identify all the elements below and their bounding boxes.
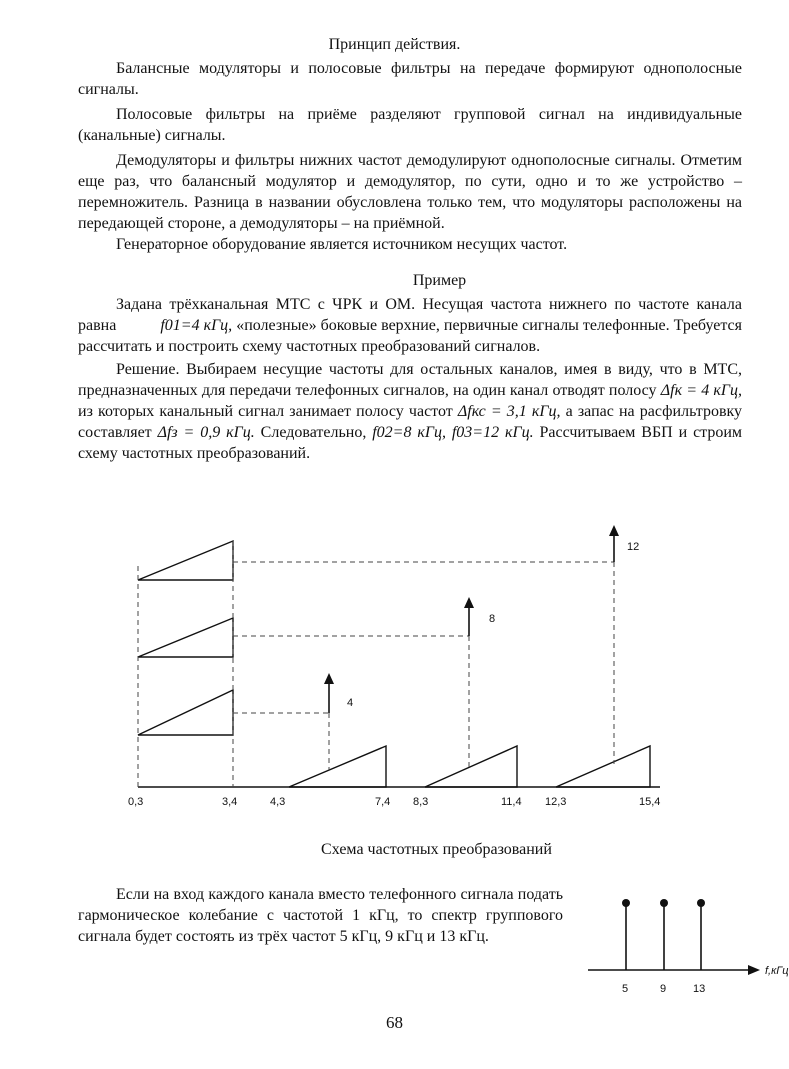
axis-label-4-3: 4,3 bbox=[270, 796, 286, 808]
paragraph-modulators: Балансные модуляторы и полосовые фильтры на передаче формируют однополосные сигналы. bbox=[78, 60, 742, 98]
spectrum-dot-5 bbox=[622, 899, 630, 907]
delta-fkc-value: Δfкс = 3,1 кГц, bbox=[457, 403, 561, 420]
page-number: 68 bbox=[386, 1013, 403, 1032]
diagram-caption: Схема частотных преобразований bbox=[321, 841, 552, 858]
output-spectrum-channel-3 bbox=[556, 746, 650, 787]
arrow-head-icon bbox=[609, 525, 619, 536]
input-spectrum-1 bbox=[138, 541, 233, 580]
axis-arrow-icon bbox=[748, 965, 760, 975]
f01-value: f01=4 кГц, bbox=[160, 317, 233, 334]
axis-label-15-4: 15,4 bbox=[639, 796, 661, 808]
axis-label-12-3: 12,3 bbox=[545, 796, 567, 808]
paragraph-generator: Генераторное оборудование является источником несущих частот. bbox=[116, 236, 568, 253]
bottom-paragraph: Если на вход каждого канала вместо телефонного сигнала подать гармоническое колебание с частотой 1 кГц, то спектр группового сигнала будет состоять из трёх частот 5 кГц, 9 кГц и 13 кГц. bbox=[78, 886, 563, 945]
example-paragraph-solution: Решение. Выбираем несущие частоты для остальных каналов, имея в виду, что в МТС, предназначенных для передачи телефонных сигналов, на один канал отводят полосу Δfк = 4 кГц, из которых канальный сигнал занимает полосу частот Δfкс = 3,1 кГц, а запас на расфильтровку составляет Δfз = 0,9 кГц. Следовательно, f02=8 кГц, f03=12 кГц. Рассчитываем ВБП и строим схему частотных преобразований. bbox=[78, 361, 743, 462]
carrier-label-12: 12 bbox=[627, 541, 640, 553]
spectrum-axis-label: f,кГц bbox=[765, 965, 789, 977]
axis-label-7-4: 7,4 bbox=[375, 796, 391, 808]
arrow-head-icon bbox=[324, 673, 334, 684]
input-spectrum-3 bbox=[138, 690, 233, 735]
arrow-head-icon bbox=[464, 597, 474, 608]
spectrum-tick-5: 5 bbox=[622, 983, 629, 995]
section-heading: Принцип действия. bbox=[328, 36, 461, 53]
paragraph-demodulators: Демодуляторы и фильтры нижних частот демодулируют однополосные сигналы. Отметим еще раз, что балансный модулятор и демодулятор, по сути, одно и то же устройство – перемножитель. Разница в названии обусловлена только тем, что модуляторы расположены на передающей стороне, а демодуляторы – на приёмной. bbox=[78, 152, 742, 232]
example-heading: Пример bbox=[412, 272, 467, 289]
carrier-label-8: 8 bbox=[489, 613, 496, 625]
axis-label-8-3: 8,3 bbox=[413, 796, 429, 808]
axis-label-0-3: 0,3 bbox=[128, 796, 144, 808]
paragraph-filters: Полосовые фильтры на приёме разделяют групповой сигнал на индивидуальные (канальные) сигналы. bbox=[78, 106, 742, 144]
delta-fz-value: Δfз = 0,9 кГц. bbox=[157, 424, 255, 441]
example-paragraph-task: Задана трёхканальная МТС с ЧРК и ОМ. Несущая частота нижнего по частоте канала равна f01=4 кГц, «полезные» боковые верхние, первичные сигналы телефонные. Требуется рассчитать и построить схему частотных преобразований сигналов. bbox=[78, 296, 743, 355]
axis-label-3-4: 3,4 bbox=[222, 796, 238, 808]
input-spectrum-2 bbox=[138, 618, 233, 657]
spectrum-dot-13 bbox=[697, 899, 705, 907]
spectrum-tick-13: 13 bbox=[693, 983, 706, 995]
delta-fk-value: Δfк = 4 кГц, bbox=[660, 382, 743, 399]
output-spectrum-channel-1 bbox=[289, 746, 386, 787]
f03-value: f03=12 кГц. bbox=[451, 424, 534, 441]
f02-value: f02=8 кГц, bbox=[372, 424, 446, 441]
spectrum-tick-9: 9 bbox=[660, 983, 667, 995]
spectrum-dot-9 bbox=[660, 899, 668, 907]
carrier-label-4: 4 bbox=[347, 697, 354, 709]
output-spectrum-channel-2 bbox=[425, 746, 517, 787]
axis-label-11-4: 11,4 bbox=[501, 796, 522, 808]
